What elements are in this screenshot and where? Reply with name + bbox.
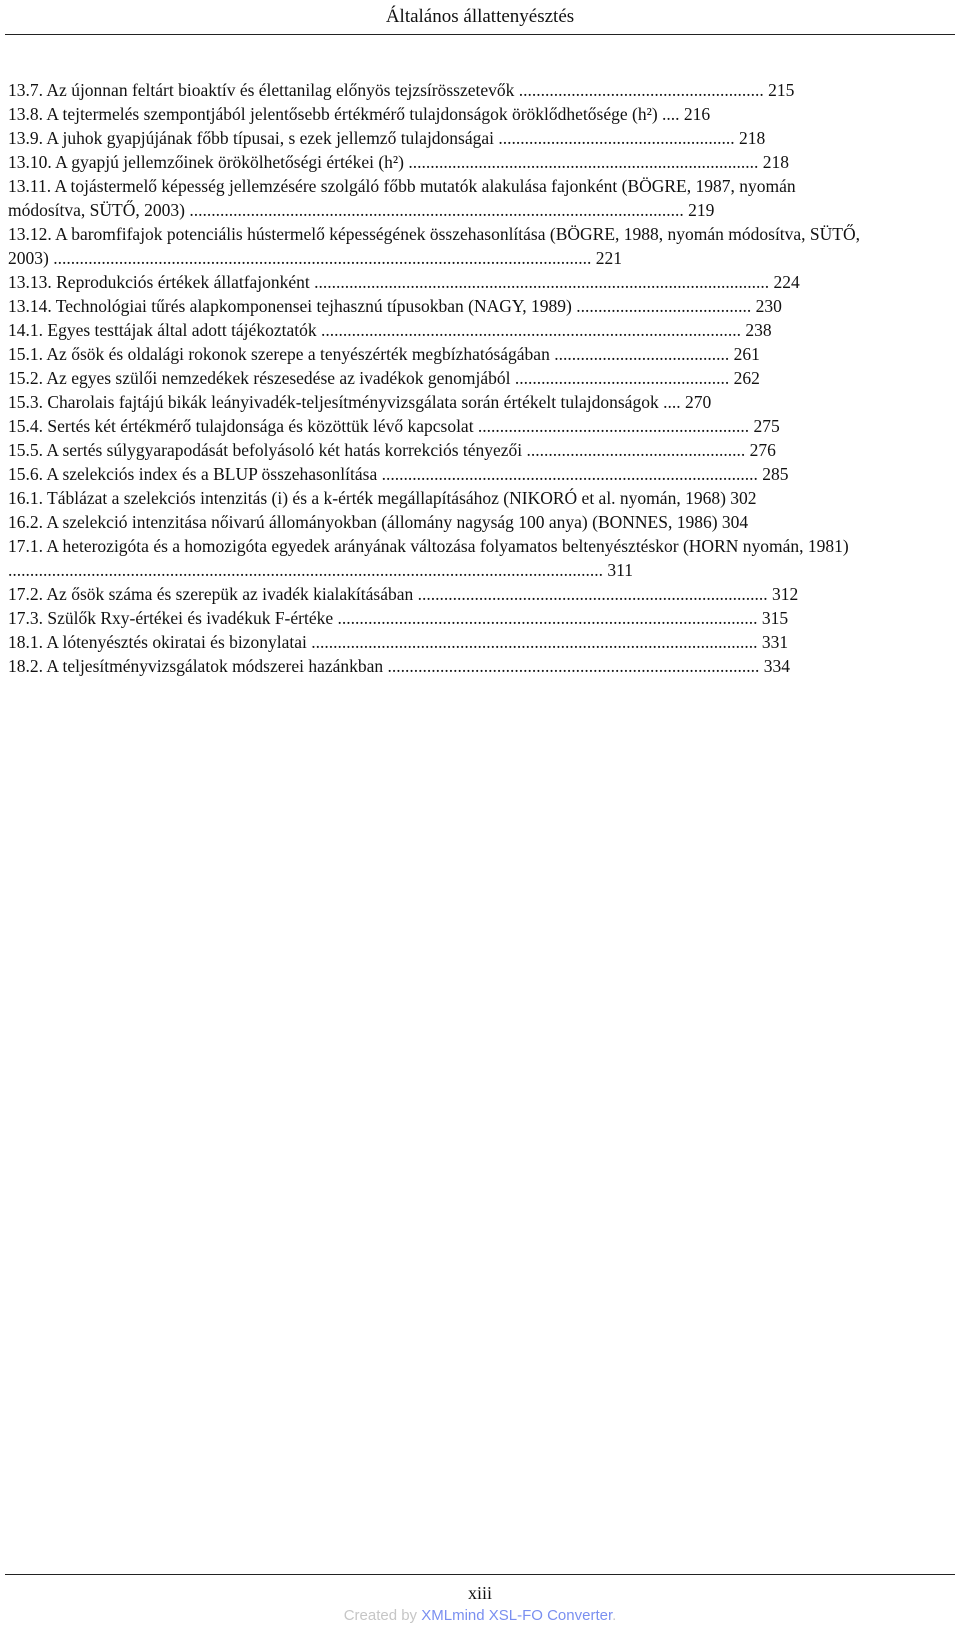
credit-brand-link[interactable]: XMLmind XSL-FO Converter (421, 1607, 613, 1624)
toc-entry[interactable]: 15.6. A szelekciós index és a BLUP összehasonlítása ...................................................................................... 285 (8, 464, 789, 484)
toc-entry[interactable]: 13.11. A tojástermelő képesség jellemzésére szolgáló főbb mutatók alakulása fajonként (BÖGRE, 1987, nyomán módosítva, SÜTŐ, 2003) ................................................................................................................. 219 (8, 176, 796, 220)
running-header-title: Általános állattenyésztés (385, 6, 575, 27)
toc-entry[interactable]: 15.3. Charolais fajtájú bikák leányivadék-teljesítményvizsgálata során értékelt tulajdonságok .... 270 (8, 392, 712, 412)
footer-divider (5, 1574, 955, 1575)
toc-entry[interactable]: 13.9. A juhok gyapjújának főbb típusai, s ezek jellemző tulajdonságai ...................................................... 218 (8, 128, 766, 148)
converter-credit (0, 1606, 960, 1626)
toc-entry[interactable]: 13.7. Az újonnan feltárt bioaktív és élettanilag előnyös tejzsírösszetevők ........................................................ 215 (8, 80, 795, 100)
credit-suffix: . (612, 1607, 617, 1624)
toc-entry[interactable]: 17.3. Szülők Rxy-értékei és ivadékuk F-értéke ................................................................................................ 315 (8, 608, 789, 628)
toc-entry[interactable]: 15.4. Sertés két értékmérő tulajdonsága és közöttük lévő kapcsolat .............................................................. 275 (8, 416, 780, 436)
toc-entry[interactable]: 15.1. Az ősök és oldalági rokonok szerepe a tenyészérték megbízhatóságában ........................................ 261 (8, 344, 760, 364)
toc-entry[interactable]: 13.12. A baromfifajok potenciális hústermelő képességének összehasonlítása (BÖGRE, 1988, nyomán módosítva, SÜTŐ, 2003) ........................................................................................................................... 221 (8, 224, 861, 268)
running-header (0, 0, 960, 34)
credit-prefix: Created by (343, 1607, 422, 1624)
toc-entry[interactable]: 13.13. Reprodukciós értékek állatfajonként ........................................................................................................ 224 (8, 272, 800, 292)
toc-entry[interactable]: 15.5. A sertés súlygyarapodását befolyásoló két hatás korrekciós tényezői .................................................. 276 (8, 440, 776, 460)
toc-entry[interactable]: 16.1. Táblázat a szelekciós intenzitás (i) és a k-érték megállapításához (NIKORÓ et al. nyomán, 1968) 302 (8, 488, 757, 508)
toc-entry[interactable]: 14.1. Egyes testtájak által adott tájékoztatók ................................................................................................ 238 (8, 320, 772, 340)
toc-entry[interactable]: 16.2. A szelekció intenzitása nőivarú állományokban (állomány nagyság 100 anya) (BONNES, 1986) 304 (8, 512, 749, 532)
toc-entry[interactable]: 13.8. A tejtermelés szempontjából jelentősebb értékmérő tulajdonságok öröklődhetősége (h²) .... 216 (8, 104, 711, 124)
toc-entry[interactable]: 18.2. A teljesítményvizsgálatok módszerei hazánkban ..................................................................................... 334 (8, 656, 791, 676)
toc-entry[interactable]: 17.1. A heterozigóta és a homozigóta egyedek arányának változása folyamatos beltenyésztéskor (HORN nyomán, 1981) ........................................................................................................................................ 311 (8, 536, 849, 580)
header-divider (5, 34, 955, 35)
toc-entry[interactable]: 17.2. Az ősök száma és szerepük az ivadék kialakításában ................................................................................ 312 (8, 584, 799, 604)
toc-entry[interactable]: 15.2. Az egyes szülői nemzedékek részesedése az ivadékok genomjából ................................................. 262 (8, 368, 760, 388)
page-number: xiii (467, 1583, 492, 1603)
toc-entry[interactable]: 13.10. A gyapjú jellemzőinek örökölhetőségi értékei (h²) ................................................................................ 218 (8, 152, 789, 172)
toc-entry[interactable]: 18.1. A lótenyésztés okiratai és bizonylatai ...................................................................................................... 331 (8, 632, 789, 652)
toc-entry[interactable]: 13.14. Technológiai tűrés alapkomponensei tejhasznú típusokban (NAGY, 1989) ........................................ 230 (8, 296, 782, 316)
list-of-tables (8, 78, 868, 678)
